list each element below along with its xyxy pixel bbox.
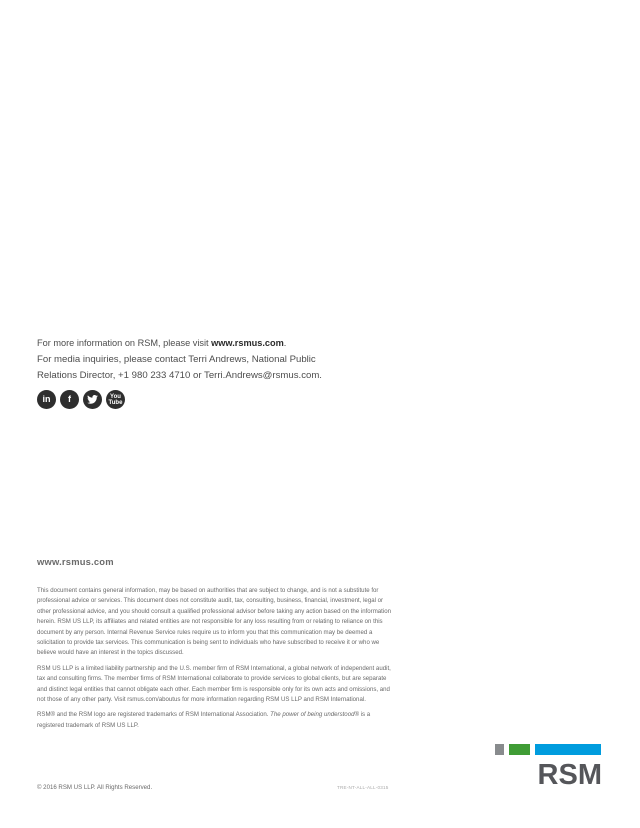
rsmus-link[interactable]: www.rsmus.com	[211, 338, 284, 348]
trademark-text-a: RSM® and the RSM logo are registered trademarks of RSM International Association.	[37, 711, 271, 719]
visit-line	[37, 336, 397, 350]
youtube-bottom: Tube	[108, 399, 123, 406]
media-inquiries	[37, 352, 397, 384]
visit-prefix: For more information on RSM, please visit	[37, 338, 212, 348]
disclaimer-paragraph-2: RSM US LLP is a limited liability partnership and the U.S. member firm of RSM International, a global network of independent audit, tax and consulting firms. The member firms of RSM International collaborate to provide services to global clients, but are separate and distinct legal entities that cannot obligate each other. Each member firm is responsible only for its own acts and omissions, and not those of any other party. Visit rsmus.com/aboutus for more information regarding RSM US LLP and RSM International.	[37, 664, 391, 704]
tagline: The power of being understood®	[270, 711, 359, 719]
logo-bar-gray	[495, 744, 504, 755]
logo-bar-green	[509, 744, 530, 755]
logo-bar-blue	[535, 744, 601, 755]
logo-wordmark: RSM	[537, 759, 602, 791]
visit-suffix: .	[283, 338, 287, 348]
media-line-2: Relations Director, +1 980 233 4710 or Terri.Andrews@rsmus.com.	[37, 370, 322, 381]
media-line-1: For media inquiries, please contact Terri Andrews, National Public	[37, 354, 316, 365]
disclaimer-paragraph-1: This document contains general information, may be based on authorities that are subject to change, and is not a substitute for professional advice or services. This document does not constitute audit, tax, consulting, business, financial, investment, legal or other professional advice, and you should consult a qualified professional advisor before taking any action based on the information herein. RSM US LLP, its affiliates and related entities are not responsible for any loss resulting from or relating to reliance on this document by any person. Internal Revenue Service rules require us to inform you that this communication may be deemed a solicitation to provide tax services. This communication is being sent to individuals who have subscribed to receive it or who we believe would have an interest in the topics discussed.	[37, 587, 391, 657]
social-icons	[37, 390, 125, 409]
legal-disclaimer	[37, 586, 397, 791]
youtube-top: You	[110, 393, 121, 400]
rsm-logo	[495, 744, 602, 790]
contact-info	[37, 336, 397, 384]
youtube-icon[interactable]	[106, 390, 125, 409]
document-code: TRE-NT-ALL-ALL-0315	[337, 785, 389, 790]
logo-bars	[495, 744, 602, 755]
twitter-icon[interactable]	[83, 390, 102, 409]
website-url[interactable]: www.rsmus.com	[37, 556, 114, 567]
facebook-icon[interactable]: f	[60, 390, 79, 409]
copyright: © 2016 RSM US LLP. All Rights Reserved.	[37, 784, 153, 791]
trademark-paragraph	[37, 710, 397, 731]
linkedin-icon[interactable]: in	[37, 390, 56, 409]
trademark-text-b: is a registered trademark of RSM US LLP.	[37, 711, 371, 729]
